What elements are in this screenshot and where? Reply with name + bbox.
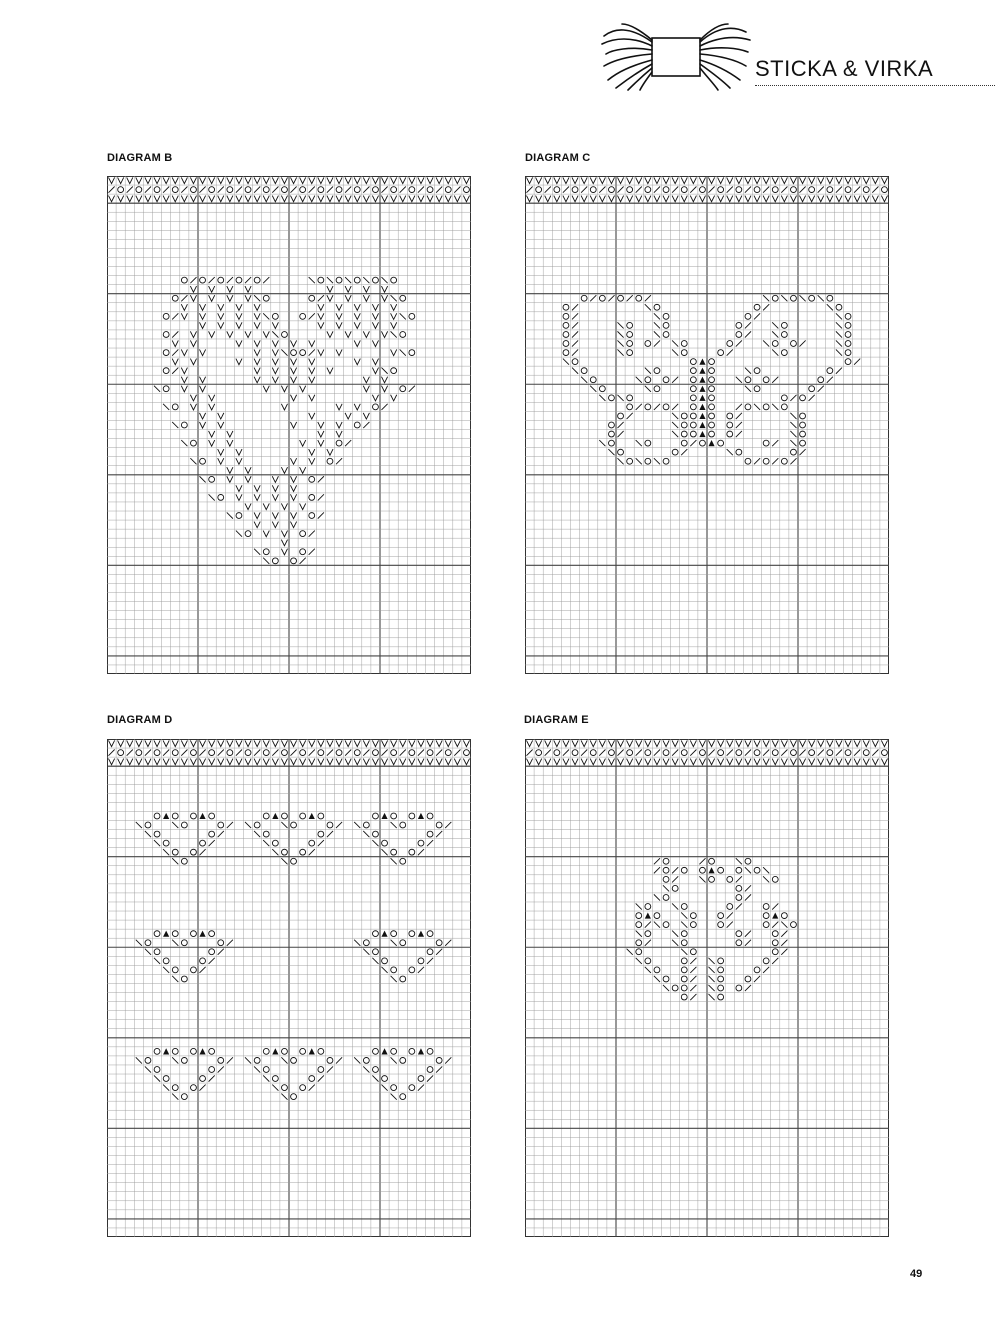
diagram-d-chart — [107, 739, 471, 1237]
header-title: STICKA & VIRKA — [755, 56, 934, 81]
diagram-e-chart — [525, 739, 889, 1237]
diagram-c-chart — [525, 176, 889, 674]
yarn-skein-logo — [600, 22, 752, 92]
page-number: 49 — [910, 1268, 923, 1280]
diagram-c-label: DIAGRAM C — [525, 152, 591, 164]
diagram-b-chart — [107, 176, 471, 674]
header-dotted-rule — [755, 85, 995, 86]
diagram-e-label: DIAGRAM E — [524, 714, 589, 726]
diagram-b-label: DIAGRAM B — [107, 152, 173, 164]
diagram-d-label: DIAGRAM D — [107, 714, 173, 726]
